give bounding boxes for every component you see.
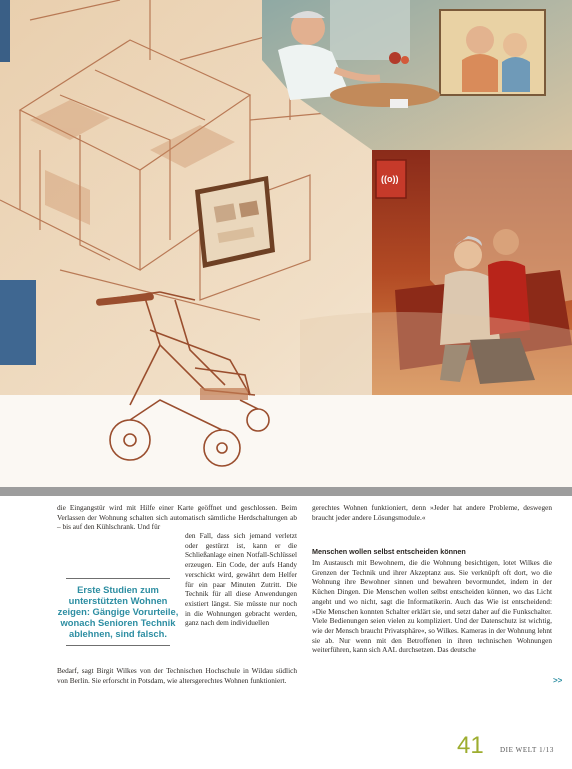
continue-marker: >> (553, 676, 563, 685)
article-col1-bottom (57, 666, 297, 685)
blue-edge-bottom (0, 280, 36, 365)
article-col2-body-text: Im Austausch mit Bewohnern, die die Wohnung besichtigen, lotet Wilkes die Grenzen der Technik und ihrer Akzeptanz aus. Sie verknüpft oft dort, wo die Wohnung ihre Bewohner sinnen und bewahren bevormundet, indem in der Küchen Dingen. Die Menschen wollen selbst entscheiden können, wo das Licht angeht und wo nicht, sagt die Informatikerin. Auch das Wie ist entscheidend: »Die Menschen konnten Schalter erklärt sie, und setzt daher auf die Funkschalter. Viele Bedienungen seien vielen zu kompliziert. Und der Datenschutz ist wichtig, wie der Mensch braucht Privatsphäre«, so Wilkes. Kameras in der Wohnung lehnt sie ab. Nur wenn mit den Betroffenen in ihren technischen Wohnungen weiterführen, kann sich AAL durchsetzen. Das deutsche (312, 558, 552, 655)
blue-edge-top (0, 0, 10, 62)
article-col1-mid-text: den Fall, dass sich jemand verletzt oder gestürzt ist, kann er die Schließanlage einen Notfall-Schlüssel erzeugen. Ein Code, der aufs Handy verschickt wird, gewährt dem Helfer für ein paar Minuten Zutritt. Die Technik für all diese Anwendungen existiert längst. Sie müsste nur noch in die Wohnungen gebracht werden, ganz nach dem individuellen (185, 531, 297, 628)
page-number: 41 (457, 732, 484, 759)
article-col1-top-text: die Eingangstür wird mit Hilfe einer Karte geöffnet und geschlossen. Beim Verlassen der Wohnung schalten sich automatisch sämtliche Herdschaltungen ab – bis auf den Kühlschrank. Und für (57, 503, 297, 532)
magazine-name: DIE WELT 1/13 (500, 746, 554, 754)
article-subhead: Menschen wollen selbst entscheiden können (312, 547, 466, 556)
rollator-basket (200, 388, 248, 400)
article-col2-top-text: gerechtes Wohnen funktioniert, denn »Jeder hat andere Probleme, deswegen braucht jeder andere Lösungsmodule.« (312, 503, 552, 522)
wall-sign-text: ((o)) (381, 174, 399, 184)
article-col1-mid (185, 531, 297, 628)
pull-quote: Erste Studien zum unterstützten Wohnen zeigen: Gängige Vorurteile, wonach Senioren Technik ablehnen, sind falsch. (57, 578, 179, 646)
article-col1-bottom-text: Bedarf, sagt Birgit Wilkes von der Technischen Hochschule in Wildau südlich von Berlin. Sie erforscht in Potsdam, wie altersgerechtes Wohnen funktioniert. (57, 666, 297, 685)
article-col1-top (57, 503, 297, 532)
floor-shadow (300, 312, 572, 395)
divider-bar (0, 487, 572, 496)
wall-board (195, 176, 275, 268)
white-lower-area (0, 395, 572, 487)
article-col2-body (312, 558, 552, 655)
article-col2-top (312, 503, 552, 522)
